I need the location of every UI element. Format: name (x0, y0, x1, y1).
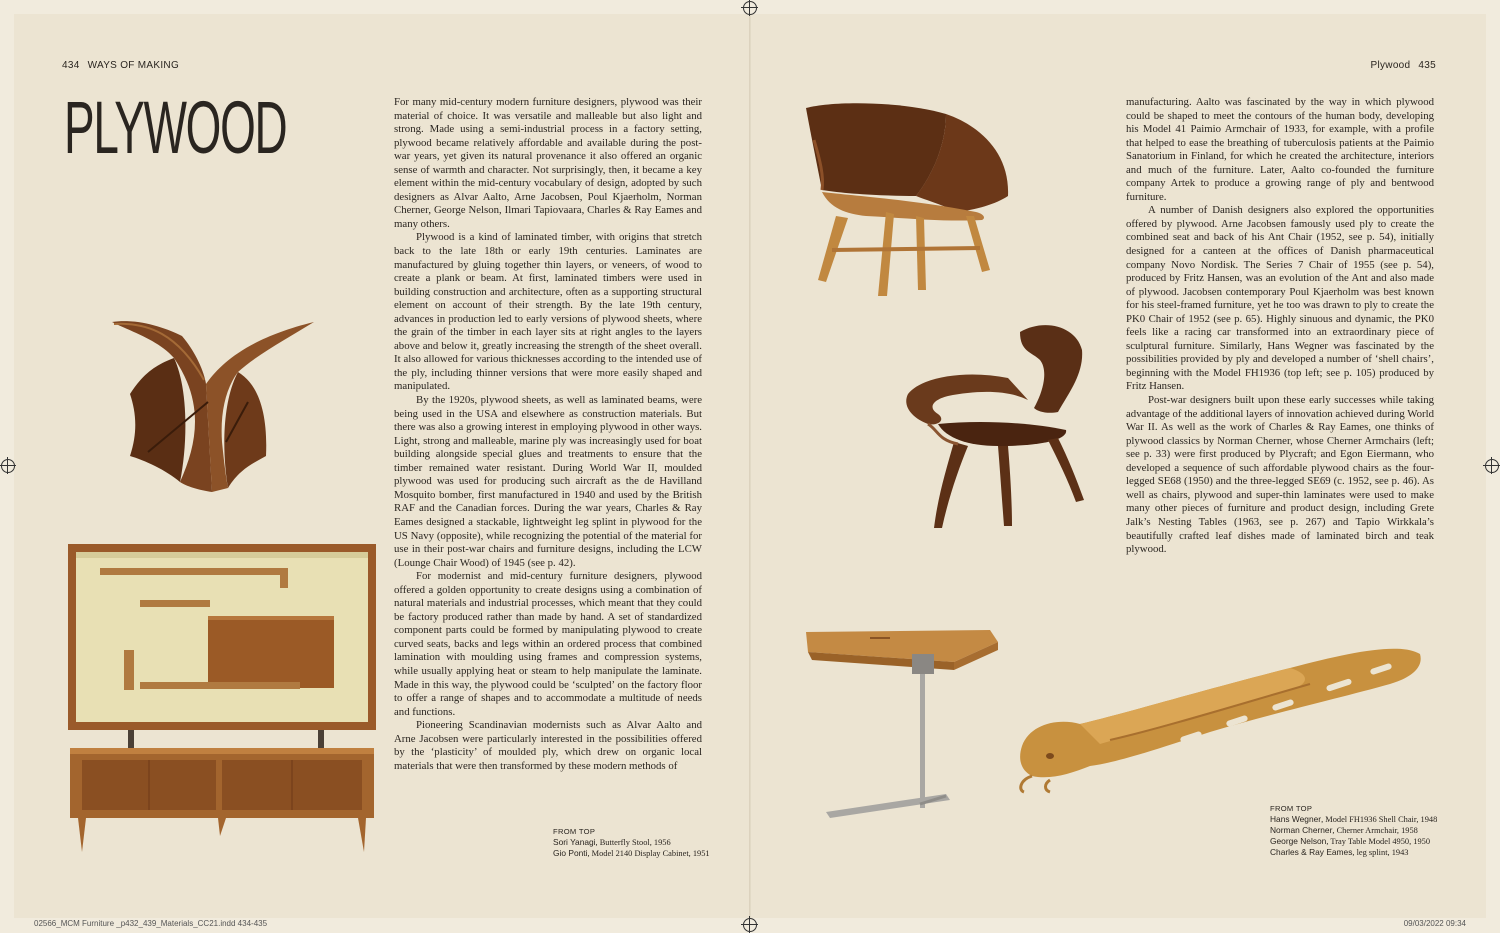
registration-mark-icon (1485, 459, 1499, 473)
right-body-text (1126, 96, 1434, 557)
right-folio (1371, 60, 1437, 71)
paragraph: Post-war designers built upon these early successes while taking advantage of the additional layers of innovation achieved during World War II. As well as the work of Charles & Ray Eames, one thinks of plywood classics by Norman Cherner, whose Cherner Armchairs (left; see p. 33) were first produced by Plycraft; and Egon Eiermann, who developed a sequence of such affordable plywood chairs as the four-legged SE68 (1950) and the three-legged SE69 (c. 1952, see p. 46). As well as chairs, plywood and super-thin laminates were used to make many other pieces of furniture and product design, including Grete Jalk’s Nesting Tables (1963, see p. 267) and Tapio Wirkkala’s beautifully crafted leaf dishes made of laminated birch and teak plywood. (1126, 394, 1434, 556)
caption-line: Hans Wegner, Model FH1936 Shell Chair, 1948 (1270, 814, 1438, 824)
registration-mark-icon (743, 918, 757, 932)
paragraph: By the 1920s, plywood sheets, as well as laminated beams, were being used in the USA and elsewhere as construction materials. But there was also a growing interest in employing plywood in other ways. Light, strong and malleable, marine ply was increasingly used for boat building alongside special glues and treatments to ensure that the timber remained water resistant. During World War II, moulded plywood was used for producing such aircraft as the de Havilland Mosquito bomber, first manufactured in 1940 and used by the British RAF and the Canadian forces. During the war years, Charles & Ray Eames designed a stackable, lightweight leg splint in plywood for the US Navy (opposite), while recognizing the potential of the material for use in their post-war chairs and furniture designs, including the LCW (Lounge Chair Wood) of 1945 (see p. 42). (394, 394, 702, 569)
section-name: Plywood (1370, 60, 1411, 71)
right-caption (1270, 803, 1437, 858)
caption-line: Gio Ponti, Model 2140 Display Cabinet, 1951 (553, 848, 710, 858)
left-body-text (394, 96, 702, 773)
registration-mark-icon (743, 1, 757, 15)
caption-line: George Nelson, Tray Table Model 4950, 1950 (1270, 836, 1431, 846)
registration-mark-icon (1, 459, 15, 473)
paragraph: For modernist and mid-century furniture designers, plywood offered a golden opportunity to create designs using a combination of natural materials and industrial processes, which meant that they could be factory produced rather than made by hand. A set of standardized component parts could be formed by manipulating plywood to create curved seats, backs and legs within an ordered process that combined lamination with moulding using frames and compression systems, while usually applying heat or steam to help manipulate the laminate. Made in this way, the plywood could be ‘sculpted’ on the factory floor to offer a range of shapes and to accommodate a multitude of needs and functions. (394, 570, 702, 718)
page-number: 435 (1418, 60, 1436, 71)
caption-line: Sori Yanagi, Butterfly Stool, 1956 (553, 837, 671, 847)
shell-chair-illustration (796, 100, 1016, 296)
butterfly-stool-illustration (108, 292, 318, 497)
page-number: 434 (62, 60, 80, 71)
print-slug-right: 09/03/2022 09:34 (1403, 919, 1466, 928)
display-cabinet-illustration (68, 544, 376, 854)
section-name: WAYS OF MAKING (87, 60, 180, 71)
print-slug-left: 02566_MCM Furniture _p432_439_Materials_CC21.indd 434-435 (34, 919, 268, 928)
page-title: PLYWOOD (64, 86, 287, 169)
book-gutter (749, 14, 751, 918)
caption-heading: FROM TOP (553, 827, 596, 836)
left-caption (553, 826, 710, 859)
leg-splint-illustration (1010, 634, 1426, 796)
cherner-armchair-illustration (898, 320, 1094, 530)
paragraph: For many mid-century modern furniture designers, plywood was their material of choice. It was versatile and malleable but also light and strong. Made using a semi-industrial process in a factory setting, plywood became relatively affordable and available during the post-war years, yet given its natural provenance it also offered an organic sense of warmth and character. Not surprisingly, then, it became a key element within the mid-century vocabulary of design, adopted by such designers as Alvar Aalto, Arne Jacobsen, Poul Kjaerholm, Norman Cherner, George Nelson, Ilmari Tapiovaara, Charles & Ray Eames and many others. (394, 96, 702, 230)
paragraph: Plywood is a kind of laminated timber, with origins that stretch back to the late 18th or early 19th centuries. Laminates are manufactured by gluing together thin layers, or veneers, of wood to create a plank or beam. At first, laminated timbers were used in building construction and architecture, often as a supporting structural element on account of their strength. By the late 19th century, advances in production led to early versions of plywood sheets, where the grain of the timber in each layer sits at right angles to the layers above and below it, greatly increasing the strength of the sheet overall. It also allowed for various thicknesses according to the intended use of the ply, including thinner versions that were more easily shaped and manipulated. (394, 231, 702, 393)
paragraph: Pioneering Scandinavian modernists such as Alvar Aalto and Arne Jacobsen were particularly interested in the possibilities offered by the ‘plasticity’ of moulded ply, which drew on organic local materials that were then transformed by these modern methods of (394, 719, 702, 772)
paragraph: manufacturing. Aalto was fascinated by the way in which plywood could be shaped to meet the contours of the human body, developing his Model 41 Paimio Armchair of 1933, for example, with a profile that helped to ease the breathing of tuberculosis patients at the Paimio Sanatorium in Finland, for which he created the architecture, interiors and much of the furniture. Later, Aalto co-founded the furniture company Artek to produce a growing range of ply and bentwood furniture. (1126, 96, 1434, 203)
paragraph: A number of Danish designers also explored the opportunities offered by plywood. Arne Jacobsen famously used ply to create the combined seat and back of his Ant Chair (1952, see p. 54), initially designed for a canteen at the offices of Danish pharmaceutical company Novo Nordisk. The Series 7 Chair of 1955 (see p. 54), produced by Fritz Hansen, was an evolution of the Ant and also made of plywood. Jacobsen contemporary Poul Kjaerholm was best known for his steel-framed furniture, yet he too was drawn to ply to create the PK0 Chair of 1952 (see p. 65). Highly sinuous and dynamic, the PK0 feels like a racing car transformed into an extraordinary piece of sculptural furniture. Similarly, Hans Wegner was fascinated by the possibilities provided by ply and developed a number of ‘shell chairs’, beginning with the Model FH1936 (top left; see p. 105) produced by Fritz Hansen. (1126, 204, 1434, 393)
caption-line: Charles & Ray Eames, leg splint, 1943 (1270, 847, 1409, 857)
tray-table-illustration (800, 624, 1006, 820)
caption-heading: FROM TOP (1270, 804, 1313, 813)
left-folio (62, 60, 179, 71)
caption-line: Norman Cherner, Cherner Armchair, 1958 (1270, 825, 1418, 835)
